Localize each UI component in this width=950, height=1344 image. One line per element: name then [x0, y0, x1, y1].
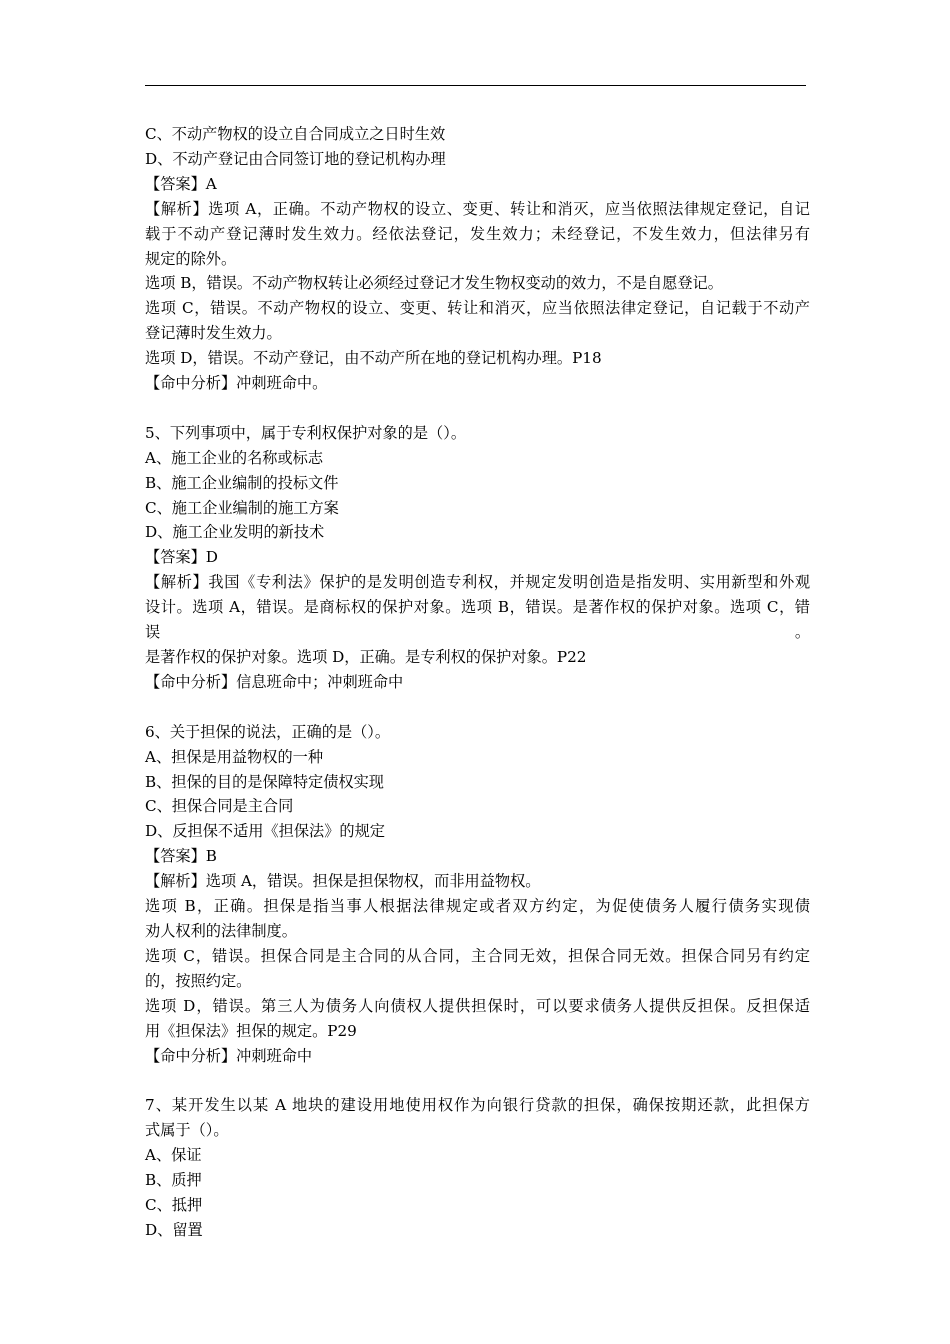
text-line: 登记薄时发生效力。 [145, 324, 282, 343]
text-line: 劝人权利的法律制度。 [145, 921, 297, 940]
text-line: 选项 C，错误。担保合同是主合同的从合同，主合同无效，担保合同无效。担保合同另有约定 [145, 946, 810, 965]
text-line: B、质押 [145, 1171, 202, 1190]
text-line: 选项 D，错误。第三人为债务人向债权人提供担保时，可以要求债务人提供反担保。反担保适 [145, 996, 810, 1015]
text-line: 【解析】我国《专利法》保护的是发明创造专利权，并规定发明创造是指发明、实用新型和外观 [145, 573, 810, 592]
text-line: A、担保是用益物权的一种 [145, 747, 324, 766]
text-line: A、保证 [145, 1146, 202, 1165]
text-line: 用《担保法》担保的规定。P29 [145, 1021, 357, 1040]
text-line: 【答案】D [145, 548, 218, 567]
text-line: 【命中分析】信息班命中；冲刺班命中 [145, 672, 404, 691]
text-line: 选项 D，错误。不动产登记，由不动产所在地的登记机构办理。P18 [145, 349, 602, 368]
text-line: 是著作权的保护对象。选项 D，正确。是专利权的保护对象。P22 [145, 648, 587, 667]
blank-line [145, 1068, 810, 1093]
text-line: C、施工企业编制的施工方案 [145, 498, 339, 517]
text-line: 选项 B，错误。不动产物权转让必须经过登记才发生物权变动的效力，不是自愿登记。 [145, 274, 723, 293]
text-line: D、不动产登记由合同签订地的登记机构办理 [145, 149, 446, 168]
text-line: C、担保合同是主合同 [145, 797, 294, 816]
text-line: B、施工企业编制的投标文件 [145, 473, 339, 492]
blank-line [145, 695, 810, 720]
text-line: D、留置 [145, 1220, 203, 1239]
text-line: D、施工企业发明的新技术 [145, 523, 325, 542]
text-line: 7、某开发生以某 A 地块的建设用地使用权作为向银行贷款的担保，确保按期还款，此担保方 [145, 1096, 810, 1115]
text-line: 5、下列事项中，属于专利权保护对象的是（）。 [145, 423, 467, 442]
text-line: 选项 C，错误。不动产物权的设立、变更、转让和消灭，应当依照法律定登记，自记载于不动产 [145, 299, 810, 318]
text-line: 【答案】B [145, 847, 217, 866]
header-rule [145, 85, 806, 86]
text-line: 设计。选项 A，错误。是商标权的保护对象。选项 B，错误。是著作权的保护对象。选项 C，错误。 [145, 598, 810, 642]
text-line: 【命中分析】冲刺班命中 [145, 1046, 313, 1065]
document-body [145, 122, 810, 1243]
text-line: 载于不动产登记薄时发生效力。经依法登记，发生效力；未经登记，不发生效力，但法律另有 [145, 224, 810, 243]
text-line: 【解析】选项 A，错误。担保是担保物权，而非用益物权。 [145, 872, 541, 891]
text-line: 【解析】选项 A，正确。不动产物权的设立、变更、转让和消灭，应当依照法律规定登记，自记 [145, 199, 810, 218]
text-line: 式属于（）。 [145, 1121, 229, 1140]
text-line: 规定的除外。 [145, 249, 237, 268]
text-line: 的，按照约定。 [145, 971, 252, 990]
blank-line [145, 396, 810, 421]
text-line: C、不动产物权的设立自合同成立之日时生效 [145, 125, 446, 143]
text-line: D、反担保不适用《担保法》的规定 [145, 822, 385, 841]
text-line: 【命中分析】冲刺班命中。 [145, 374, 328, 393]
text-line: 【答案】A [145, 174, 217, 193]
text-line: 6、关于担保的说法，正确的是（）。 [145, 722, 391, 741]
text-line: 选项 B，正确。担保是指当事人根据法律规定或者双方约定，为促使债务人履行债务实现债 [145, 897, 810, 916]
text-line: A、施工企业的名称或标志 [145, 448, 324, 467]
text-line: B、担保的目的是保障特定债权实现 [145, 772, 384, 791]
text-line: C、抵押 [145, 1195, 203, 1214]
